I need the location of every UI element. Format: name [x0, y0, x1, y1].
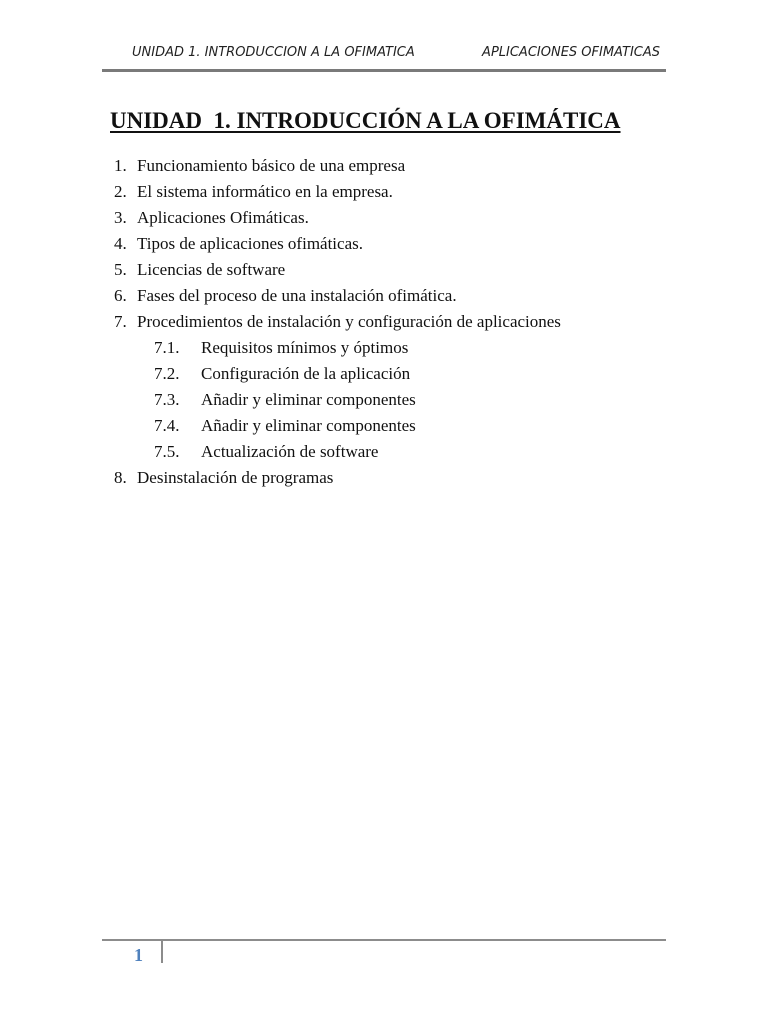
toc-subitem-number: 7.4. [154, 416, 180, 435]
toc-item-7 [0, 309, 768, 335]
toc-item-number: 5. [114, 260, 127, 279]
toc-subitem-text: Requisitos mínimos y óptimos [201, 338, 409, 357]
toc-subitem-text: Configuración de la aplicación [201, 364, 411, 383]
toc-item-text: Funcionamiento básico de una empresa [137, 156, 406, 175]
toc-subitem-7-4 [0, 413, 768, 439]
toc-item-text: Licencias de software [137, 260, 286, 279]
toc-subitem-number: 7.5. [154, 442, 180, 461]
toc-item-number: 7. [114, 312, 127, 331]
toc-subitem-7-1 [0, 335, 768, 361]
toc-item-text: Fases del proceso de una instalación ofimática. [137, 286, 457, 305]
page-header [102, 40, 666, 72]
footer-divider [161, 941, 163, 963]
toc-item-6 [0, 283, 768, 309]
toc-subitem-number: 7.3. [154, 390, 180, 409]
toc-item-8 [0, 465, 768, 491]
toc-item-number: 2. [114, 182, 127, 201]
toc-item-4 [0, 231, 768, 257]
toc-subitem-text: Actualización de software [201, 442, 379, 461]
toc-subitem-number: 7.2. [154, 364, 180, 383]
toc-item-2 [0, 179, 768, 205]
toc-subitem-7-2 [0, 361, 768, 387]
toc-item-number: 1. [114, 156, 127, 175]
toc-item-text: Procedimientos de instalación y configuración de aplicaciones [137, 312, 561, 331]
toc-item-number: 6. [114, 286, 127, 305]
page-title: UNIDAD 1. INTRODUCCIÓN A LA OFIMÁTICA [110, 108, 621, 133]
table-of-contents [0, 153, 768, 491]
toc-item-text: Aplicaciones Ofimáticas. [137, 208, 309, 227]
toc-item-3 [0, 205, 768, 231]
toc-item-5 [0, 257, 768, 283]
toc-subitem-number: 7.1. [154, 338, 180, 357]
header-left-text: UNIDAD 1. INTRODUCCION A LA OFIMATICA [132, 45, 415, 60]
header-right-text: APLICACIONES OFIMATICAS [482, 45, 660, 60]
toc-subitem-text: Añadir y eliminar componentes [201, 390, 416, 409]
page-number: 1 [134, 945, 143, 965]
toc-item-1 [0, 153, 768, 179]
toc-item-number: 4. [114, 234, 127, 253]
toc-subitem-7-3 [0, 387, 768, 413]
toc-item-text: El sistema informático en la empresa. [137, 182, 393, 201]
footer-rule [102, 939, 666, 941]
header-rule [102, 69, 666, 72]
toc-item-text: Tipos de aplicaciones ofimáticas. [137, 234, 363, 253]
toc-item-number: 3. [114, 208, 127, 227]
toc-item-text: Desinstalación de programas [137, 468, 334, 487]
toc-subitem-7-5 [0, 439, 768, 465]
toc-subitem-text: Añadir y eliminar componentes [201, 416, 416, 435]
toc-item-number: 8. [114, 468, 127, 487]
